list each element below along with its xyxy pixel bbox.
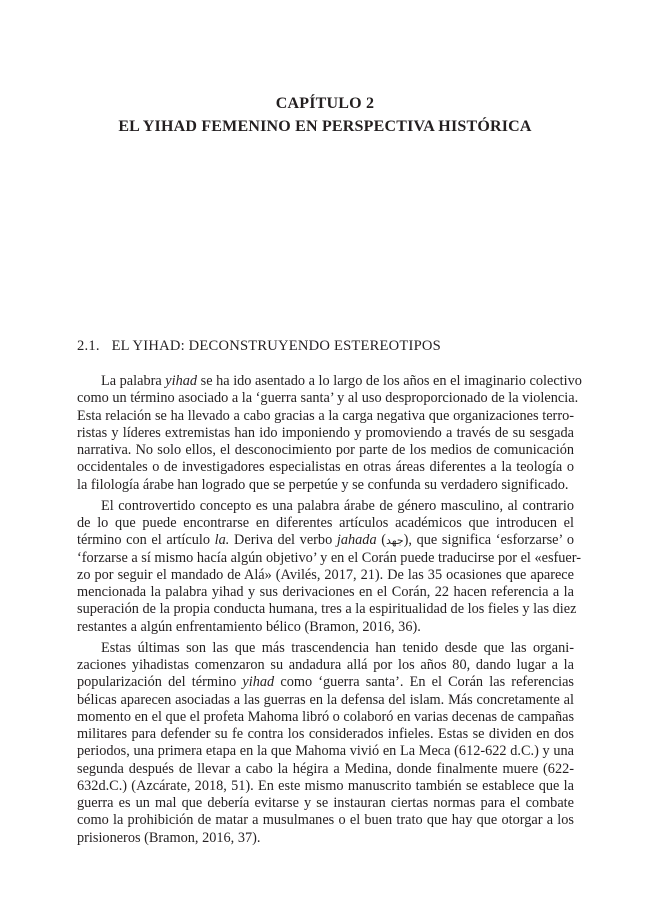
text-run: bélicas aparecen asociadas a las guerras en la defensa del islam. Más concretamente al: [77, 691, 574, 708]
text-line: [77, 515, 574, 532]
text-line: [77, 657, 574, 674]
arabic-word: جهد: [386, 534, 404, 548]
chapter-number: CAPÍTULO 2: [275, 95, 375, 112]
text-run: superación de la propia conducta humana, tres a la espiritualidad de los fieles y las diez: [77, 601, 577, 618]
text-run: Deriva del verbo: [229, 532, 337, 549]
italic-term: la.: [214, 532, 230, 549]
text-run: occidentales o de investigadores especialistas en otras áreas diferentes a la teología o: [77, 459, 574, 476]
text-line: [77, 726, 574, 743]
text-line: [77, 619, 574, 636]
text-run: zaciones yihadistas comenzaron su andadura allá por los años 80, dando lugar a la: [77, 657, 574, 673]
text-line: [77, 761, 574, 778]
italic-term: jahada: [336, 532, 377, 549]
text-line: [77, 778, 574, 795]
text-run: momento en el que el profeta Mahoma libró o colaboró en varias decenas de campañas: [77, 708, 575, 725]
text-line: [77, 477, 574, 494]
text-run: guerra es un mal que debería evitarse y se instauran ciertas normas para el combate: [77, 795, 574, 811]
text-run: ristas y líderes extremistas han ido imponiendo y promoviendo a través de su sesgada: [77, 424, 574, 441]
text-line: [77, 674, 574, 691]
body-text: [77, 373, 582, 851]
text-run: restantes a algún enfrentamiento bélico (Bramon, 2016, 36).: [77, 618, 421, 635]
text-run: como ‘guerra santa’. En el Corán las referencias: [274, 674, 574, 691]
text-run: como la prohibición de matar a musulmanes o el buen trato que hay que otorgar a los: [77, 812, 574, 829]
text-run: militares para defender su fe contra los considerados infieles. Estas se dividen en dos: [77, 726, 574, 742]
text-run: zo por seguir el mandado de Alá» (Avilés, 2017, 21). De las 35 ocasiones que aparece: [77, 566, 574, 583]
text-line: [77, 743, 574, 760]
text-run: (: [376, 532, 386, 549]
text-run: 632d.C.) (Azcárate, 2018, 51). En este mismo manuscrito también se establece que la: [77, 777, 574, 794]
text-line: [77, 549, 582, 567]
text-line: [77, 425, 574, 442]
text-run: popularización del término: [77, 674, 243, 691]
text-run: Esta relación se ha llevado a cabo gracias a la carga negativa que organizaciones terro-: [77, 407, 574, 424]
text-run: periodos, una primera etapa en la que Mahoma vivió en La Meca (612-622 d.C.) y una: [77, 743, 574, 760]
section-heading: [77, 337, 577, 355]
text-line: [77, 584, 574, 601]
text-line: [77, 692, 574, 709]
text-line: [77, 532, 574, 549]
text-run: término con el artículo: [77, 532, 215, 549]
text-run: narrativa. No solo ellos, el desconocimiento por parte de los medios de comunicación: [77, 442, 574, 458]
text-run: se ha ido asentado a lo largo de los años en el imaginario colectivo: [197, 373, 582, 389]
text-line: [77, 408, 574, 425]
text-line: [77, 498, 574, 515]
text-line: [77, 567, 574, 584]
text-line: [77, 812, 574, 829]
text-line: [77, 601, 577, 618]
paragraph: [77, 640, 574, 847]
text-run: de lo que puede encontrarse en diferentes artículos académicos que introducen el: [77, 515, 574, 531]
text-line: [77, 442, 574, 459]
text-run: como un término asociado a la ‘guerra santa’ y al uso desproporcionado de la violencia.: [77, 390, 579, 407]
chapter-heading: [0, 92, 650, 138]
italic-term: yihad: [165, 373, 198, 389]
text-line: [77, 390, 579, 407]
text-run: mencionada la palabra yihad y sus derivaciones en el Corán, 22 hacen referencia a la: [77, 584, 574, 600]
paragraph: [77, 497, 582, 636]
section-title: EL YIHAD: DECONSTRUYENDO ESTEREOTIPOS: [111, 338, 441, 354]
text-line: [77, 830, 574, 847]
text-line: [77, 709, 574, 726]
text-run: la filología árabe han logrado que se perpetúe y se confunda su verdadero significado.: [77, 476, 569, 493]
chapter-title: EL YIHAD FEMENINO EN PERSPECTIVA HISTÓRICA: [118, 118, 532, 135]
text-line: [77, 640, 574, 657]
text-run: Estas últimas son las que más trascendencia han tenido desde que las organi-: [101, 639, 574, 656]
text-line: [77, 459, 574, 476]
text-line: [77, 795, 574, 812]
section-number: 2.1.: [77, 338, 100, 354]
text-run: La palabra: [101, 373, 166, 389]
text-line: [77, 373, 582, 390]
italic-term: yihad: [242, 674, 275, 691]
text-run: El controvertido concepto es una palabra árabe de género masculino, al contrario: [101, 497, 574, 514]
text-run: prisioneros (Bramon, 2016, 37).: [77, 829, 261, 846]
paragraph: [77, 373, 582, 494]
text-run: ), que significa ‘esforzarse’ o: [403, 532, 574, 549]
text-run: ‘forzarse a sí mismo hacía algún objetivo’ y en el Corán puede traducirse por el «esfuer-: [77, 549, 582, 566]
text-run: segunda después de llevar a cabo la hégira a Medina, donde finalmente muere (622-: [77, 760, 574, 777]
